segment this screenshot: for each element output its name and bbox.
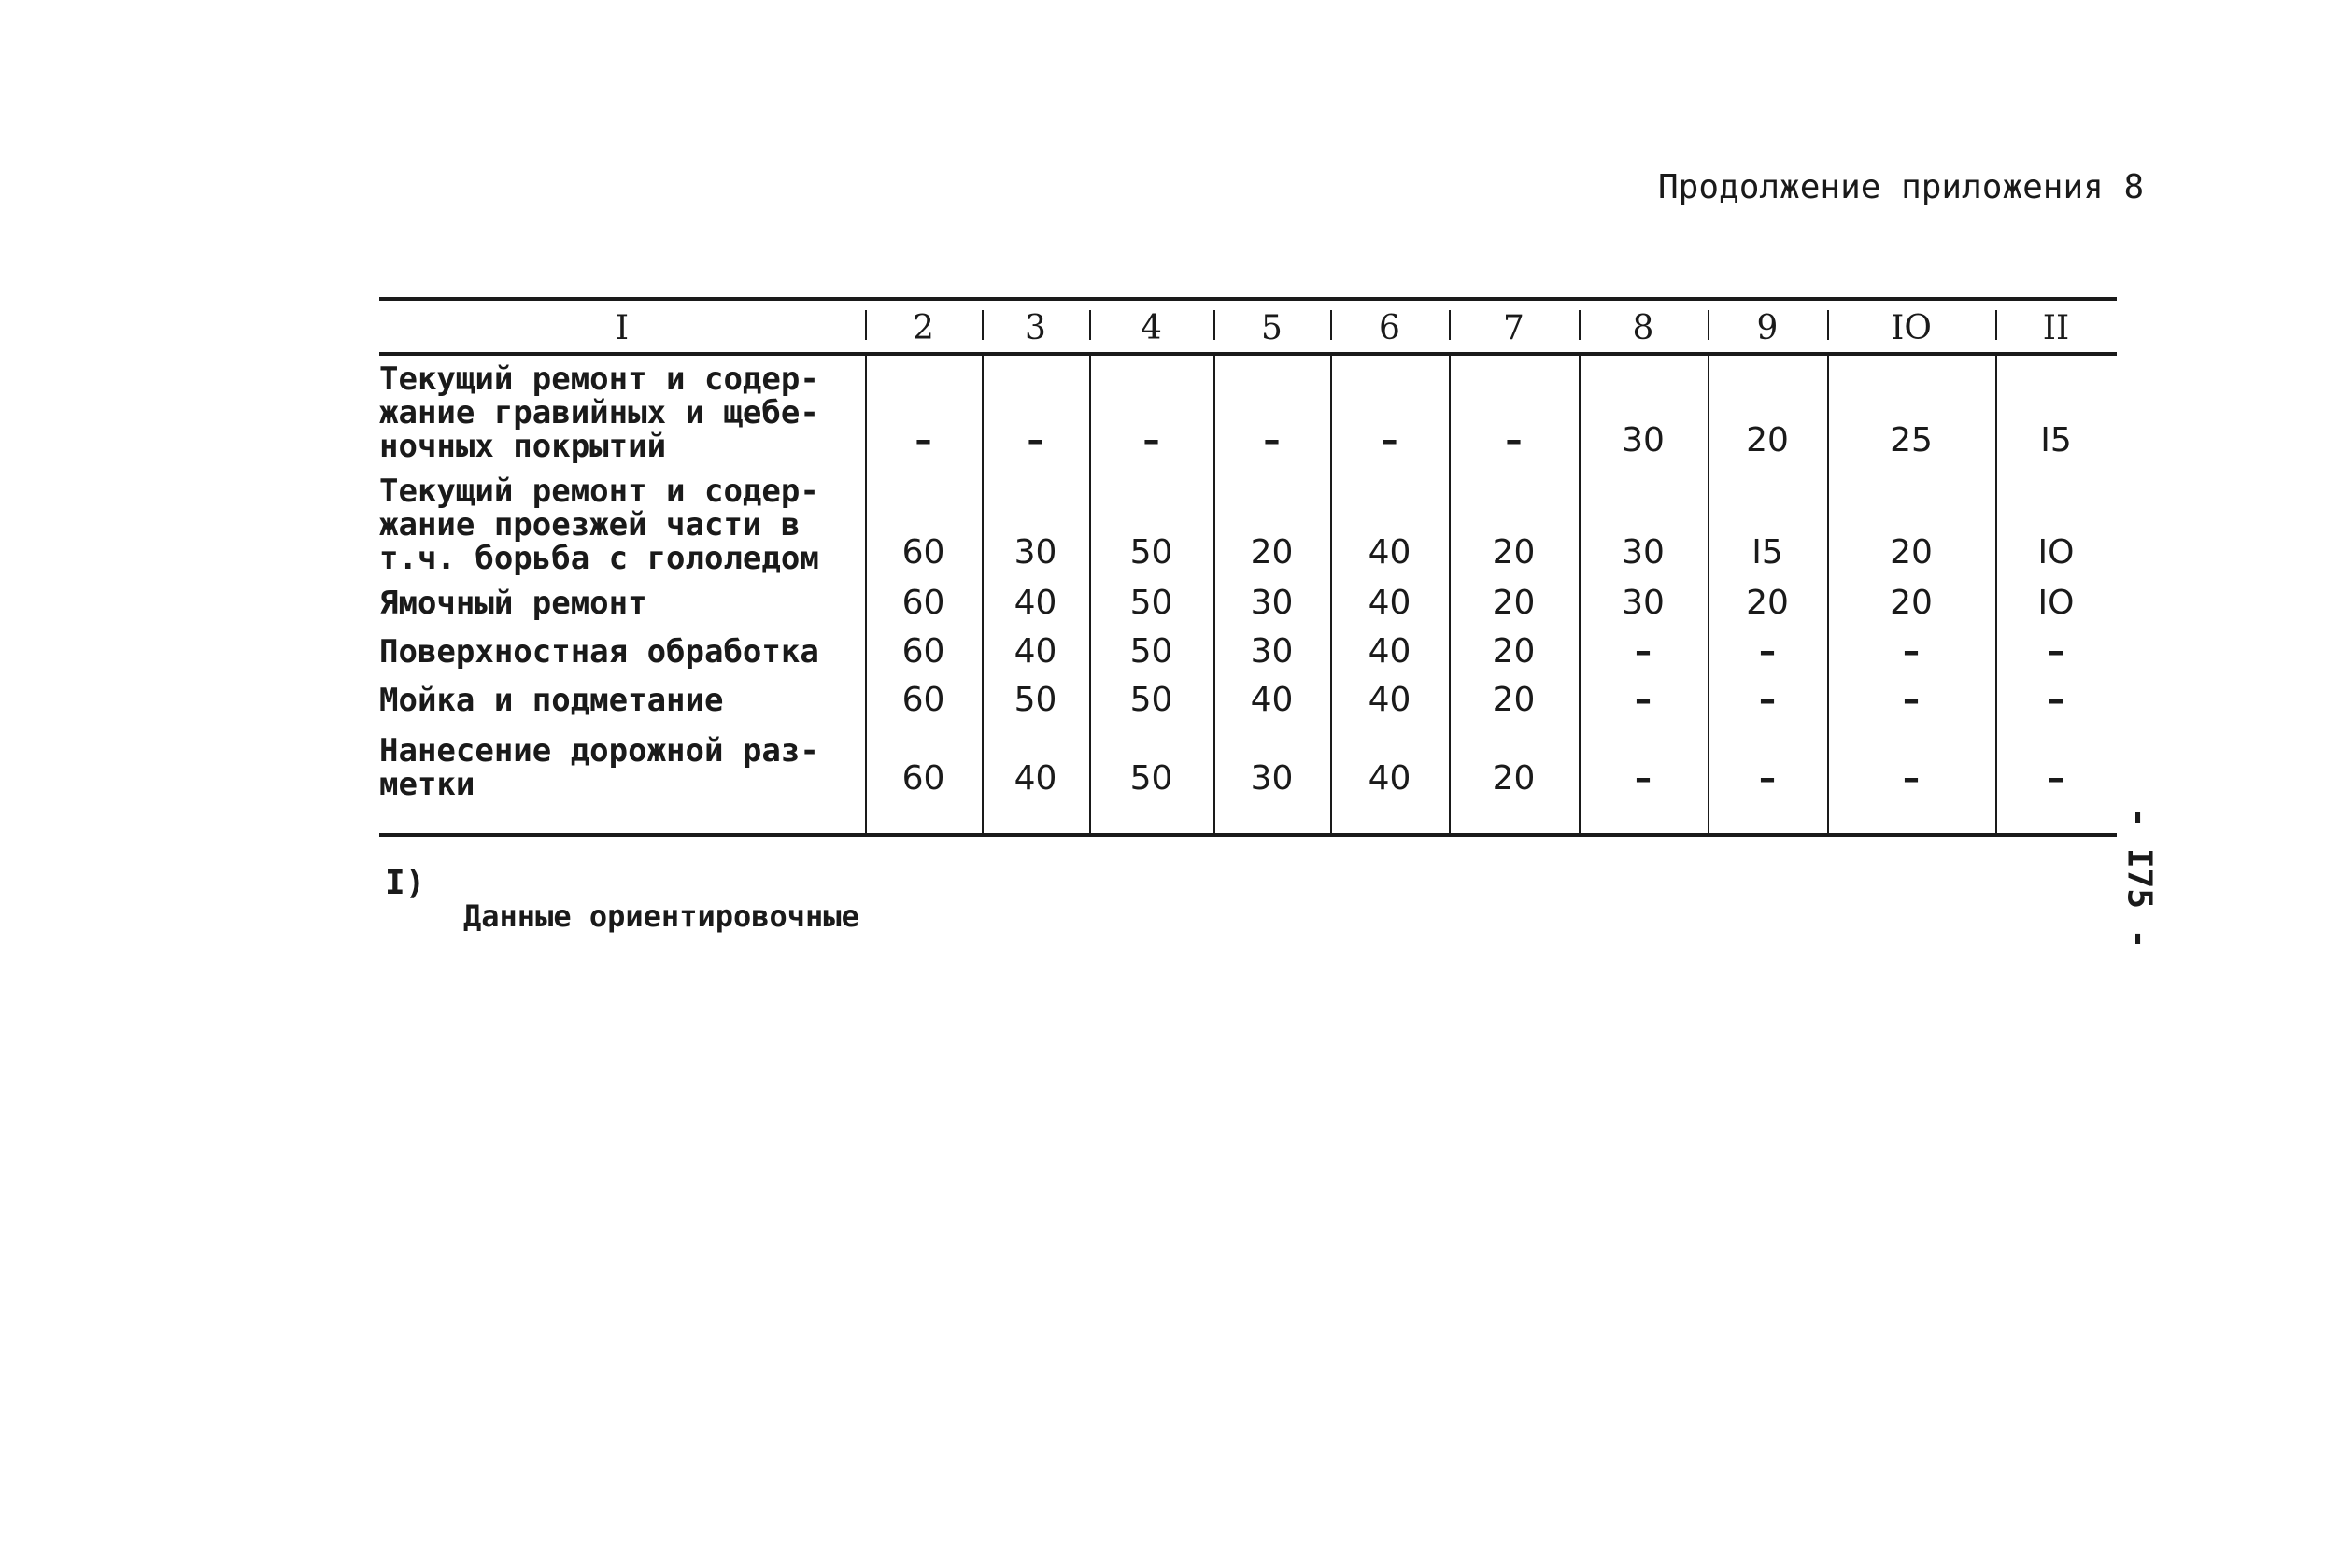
- row-label: Текущий ремонт и содер- жание гравийных и щебе- ночных покрытий: [379, 360, 819, 465]
- header-separator: [982, 310, 984, 340]
- table-cell: 30: [1622, 584, 1665, 622]
- table-cell: –: [1381, 421, 1398, 459]
- table-cell: 40: [1368, 533, 1411, 572]
- table-cell: 20: [1492, 533, 1536, 572]
- table-cell: 50: [1129, 681, 1173, 719]
- table-cell: –: [1903, 759, 1920, 798]
- table-cell: –: [1903, 632, 1920, 671]
- table-cell: 50: [1129, 632, 1173, 671]
- table-cell: 30: [1014, 533, 1057, 572]
- row-label: Текущий ремонт и содер- жание проезжей части в т.ч. борьба с гололедом: [379, 473, 819, 577]
- table-cell: –: [1263, 421, 1281, 459]
- table-header-rule: [379, 352, 2117, 356]
- table-cell: 60: [901, 584, 945, 622]
- table-cell: 30: [1250, 584, 1294, 622]
- header-separator: [1579, 310, 1581, 340]
- header-separator: [1708, 310, 1709, 340]
- page-number-text: - I75 -: [2120, 807, 2159, 950]
- table-cell: 20: [1746, 584, 1789, 622]
- header-separator: [1330, 310, 1332, 340]
- table-cell: 40: [1368, 681, 1411, 719]
- table-cell: –: [1635, 632, 1652, 671]
- table-cell: 40: [1368, 584, 1411, 622]
- data-table: [379, 297, 2117, 837]
- row-label: Поверхностная обработка: [379, 633, 819, 671]
- table-cell: 60: [901, 759, 945, 798]
- table-cell: 50: [1129, 533, 1173, 572]
- table-cell: 30: [1250, 759, 1294, 798]
- table-cell: –: [1142, 421, 1160, 459]
- table-cell: 40: [1368, 759, 1411, 798]
- page-number: [2111, 803, 2167, 953]
- header-separator: [1995, 310, 1997, 340]
- appendix-heading: Продолжение приложения 8: [1658, 168, 2145, 206]
- table-cell: –: [1759, 632, 1776, 671]
- table-cell: 20: [1250, 533, 1294, 572]
- table-cell: 50: [1129, 759, 1173, 798]
- table-cell: –: [1635, 759, 1652, 798]
- table-cell: –: [1903, 681, 1920, 719]
- column-header-3: 3: [1025, 309, 1046, 347]
- table-cell: 20: [1746, 421, 1789, 459]
- table-top-rule: [379, 297, 2117, 301]
- column-header-5: 5: [1261, 309, 1283, 347]
- table-cell: 60: [901, 632, 945, 671]
- column-header-9: 9: [1756, 309, 1779, 347]
- footnote-text: Данные ориентировочные: [463, 898, 859, 934]
- table-cell: 30: [1250, 632, 1294, 671]
- table-cell: IO: [2037, 533, 2075, 572]
- column-header-10: IO: [1891, 309, 1932, 347]
- table-cell: –: [2048, 632, 2064, 671]
- table-cell: 20: [1492, 681, 1536, 719]
- table-cell: 50: [1014, 681, 1057, 719]
- table-cell: 40: [1250, 681, 1294, 719]
- table-cell: 50: [1129, 584, 1173, 622]
- table-cell: –: [1027, 421, 1044, 459]
- table-cell: –: [1759, 759, 1776, 798]
- table-cell: IO: [2037, 584, 2075, 622]
- table-cell: –: [1759, 681, 1776, 719]
- column-header-7: 7: [1503, 309, 1525, 347]
- header-separator: [1089, 310, 1091, 340]
- table-cell: –: [915, 421, 932, 459]
- table-cell: 20: [1492, 632, 1536, 671]
- table-cell: –: [2048, 681, 2064, 719]
- table-cell: –: [1505, 421, 1523, 459]
- table-cell: –: [2048, 759, 2064, 798]
- table-cell: 40: [1014, 632, 1057, 671]
- table-cell: I5: [1751, 533, 1783, 572]
- column-header-6: 6: [1379, 309, 1400, 347]
- column-header-2: 2: [913, 309, 934, 347]
- header-separator: [1827, 310, 1829, 340]
- table-cell: –: [1635, 681, 1652, 719]
- table-cell: 40: [1014, 584, 1057, 622]
- table-cell: 30: [1622, 421, 1665, 459]
- header-separator: [1449, 310, 1451, 340]
- row-label: Мойка и подметание: [379, 682, 724, 719]
- table-cell: 25: [1890, 421, 1933, 459]
- table-cell: 60: [901, 533, 945, 572]
- table-cell: 40: [1014, 759, 1057, 798]
- column-header-1: I: [615, 309, 630, 347]
- column-header-8: 8: [1632, 309, 1654, 347]
- header-separator: [1213, 310, 1215, 340]
- table-cell: 20: [1492, 584, 1536, 622]
- table-cell: 20: [1890, 533, 1933, 572]
- column-header-11: II: [2042, 309, 2070, 347]
- table-cell: 20: [1890, 584, 1933, 622]
- table-bottom-rule: [379, 833, 2117, 837]
- header-separator: [865, 310, 867, 340]
- row-label: Нанесение дорожной раз- метки: [379, 732, 819, 803]
- table-cell: 30: [1622, 533, 1665, 572]
- footnote-mark: I): [385, 864, 426, 902]
- table-cell: 40: [1368, 632, 1411, 671]
- table-cell: I5: [2040, 421, 2072, 459]
- table-cell: 60: [901, 681, 945, 719]
- column-header-4: 4: [1141, 309, 1162, 347]
- table-cell: 20: [1492, 759, 1536, 798]
- row-label: Ямочный ремонт: [379, 585, 647, 622]
